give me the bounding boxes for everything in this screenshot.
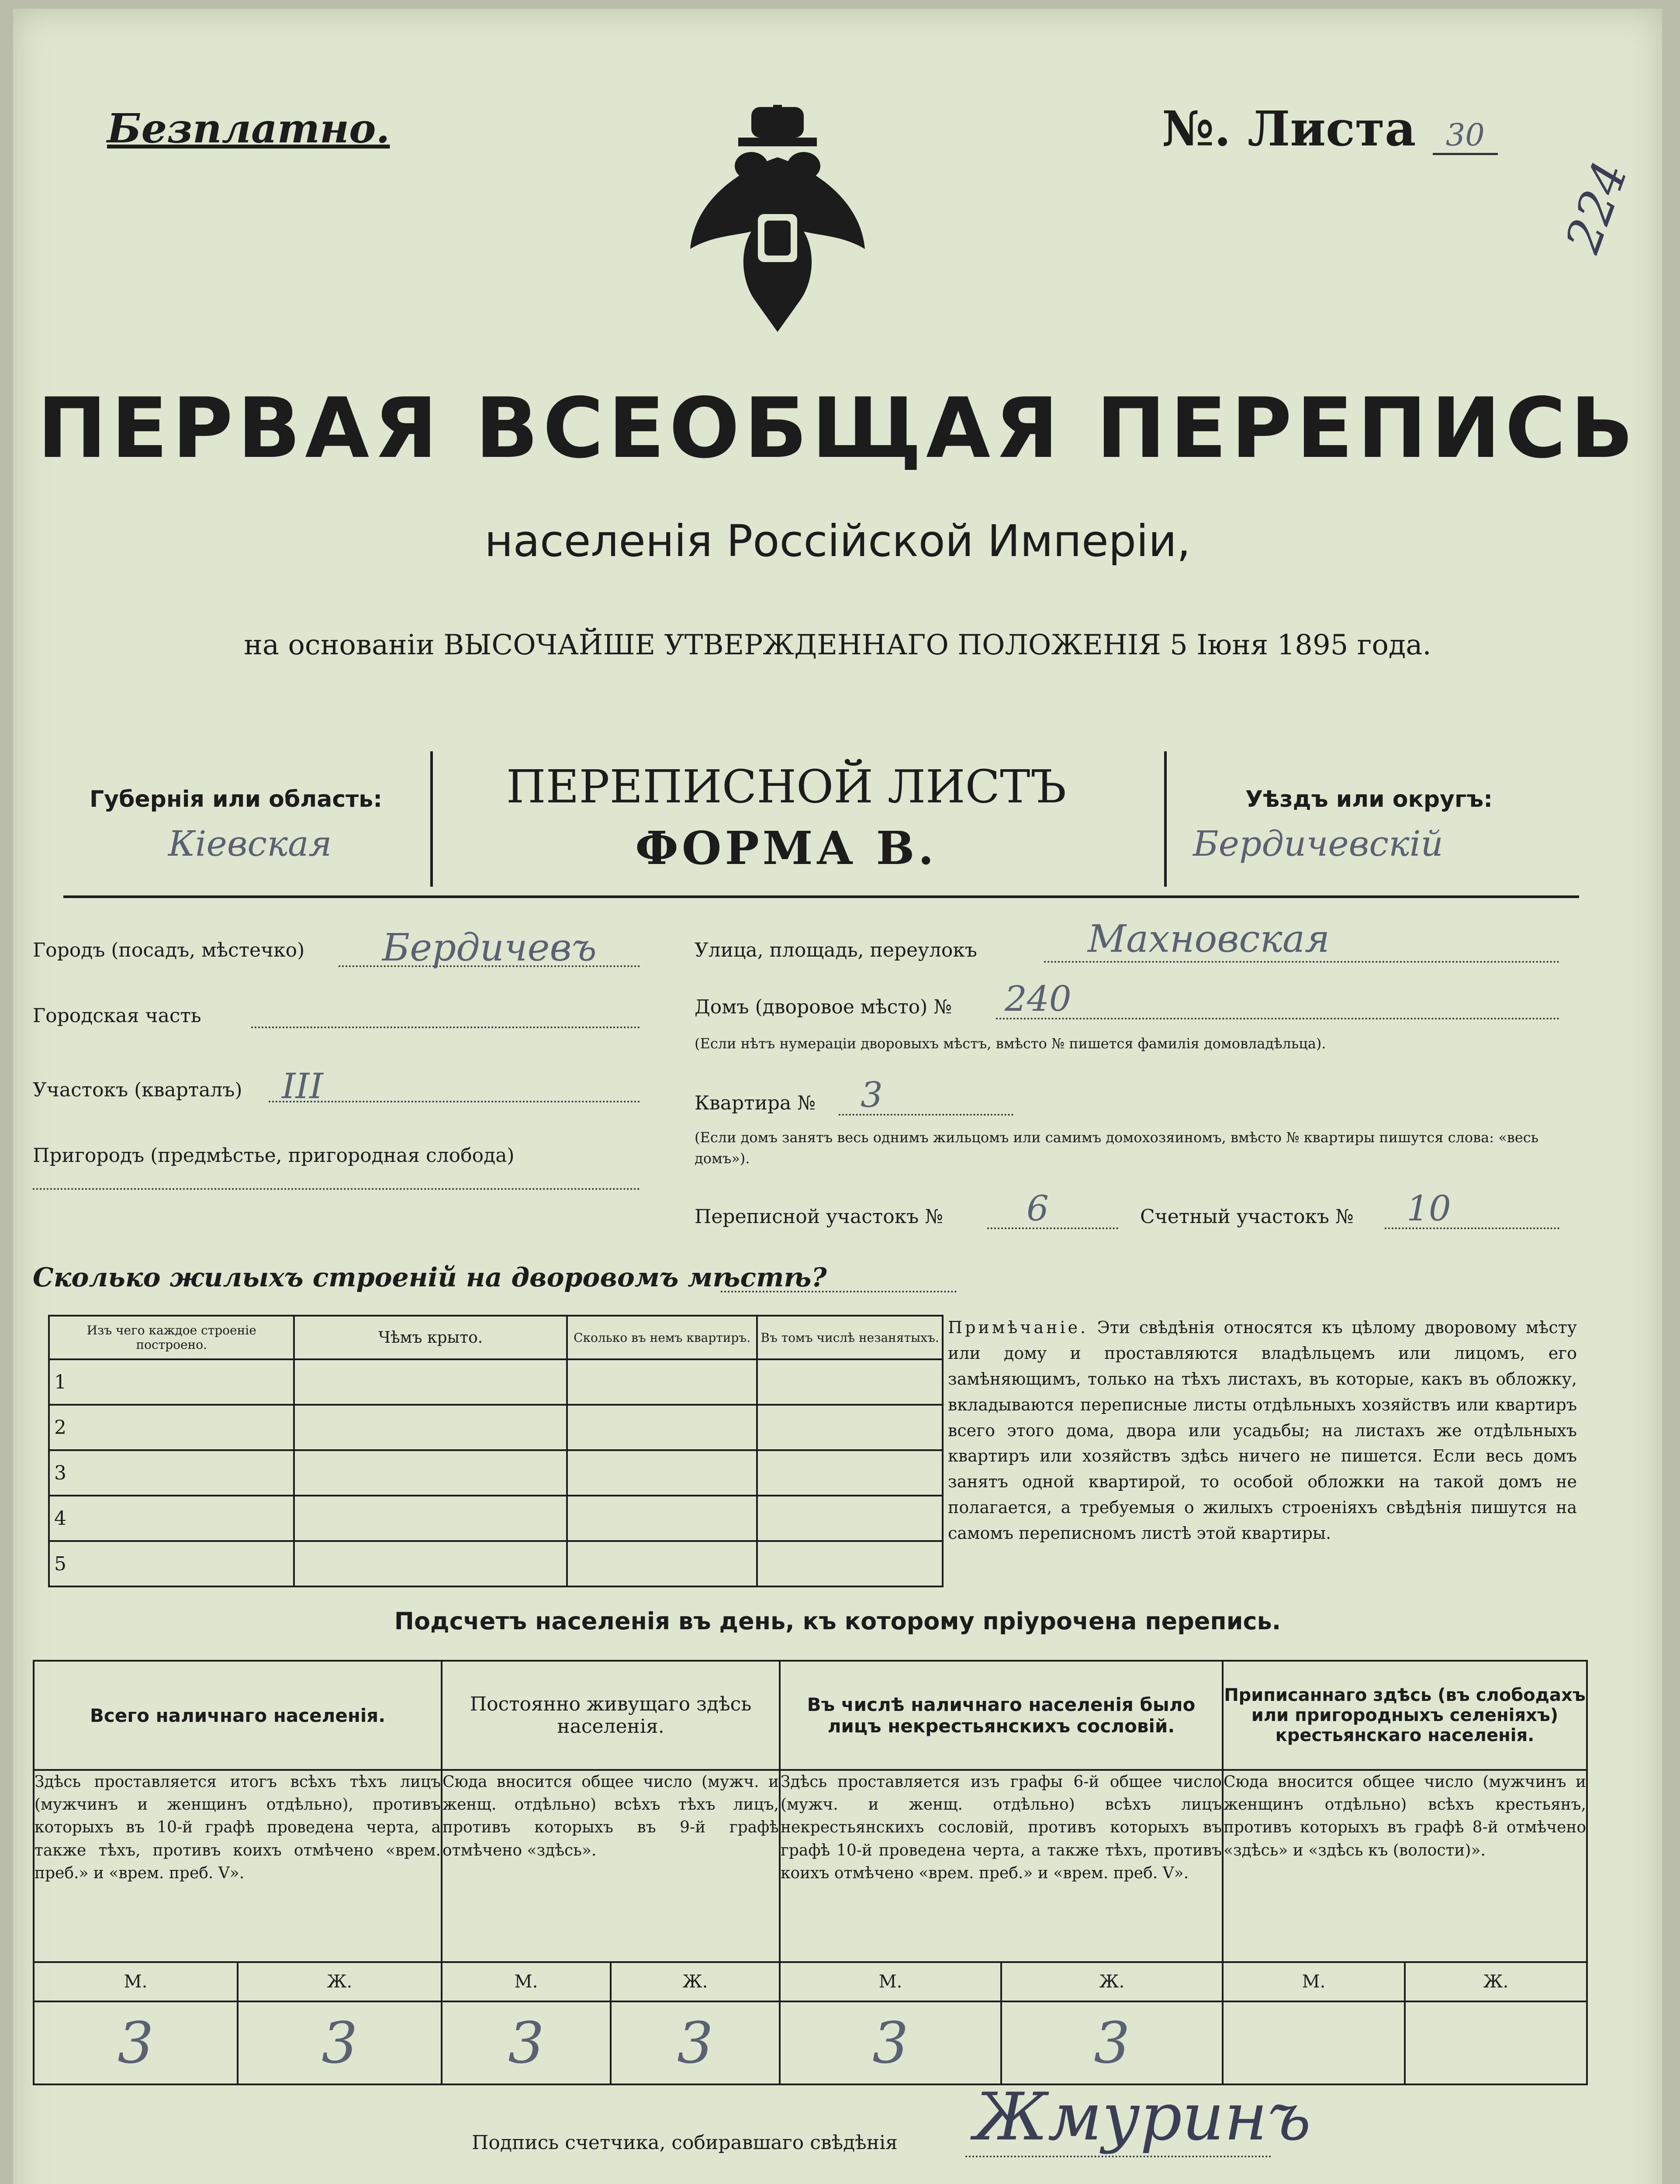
m-label: М. <box>34 1962 238 2001</box>
gubernia-label: Губернія или область: <box>90 786 382 812</box>
signature-label: Подпись счетчика, собиравшаго свѣдѣнія <box>472 2132 898 2154</box>
apartment-value: 3 <box>861 1075 883 1115</box>
house-row <box>695 978 1568 1022</box>
buildings-question: Сколько жилыхъ строеній на дворовомъ мѣстѣ? <box>33 1262 827 1293</box>
precinct-row <box>33 1066 644 1109</box>
total-female: 3 <box>238 2001 442 2084</box>
sheet-title: ПЕРЕПИСНОЙ ЛИСТЪ <box>506 760 1067 813</box>
city-value: Бердичевъ <box>382 926 597 970</box>
house-value: 240 <box>1005 978 1072 1019</box>
note-heading: Примѣчаніе. <box>948 1318 1089 1337</box>
main-title: ПЕРВАЯ ВСЕОБЩАЯ ПЕРЕПИСЬ <box>37 380 1638 477</box>
buildings-table <box>48 1315 944 1587</box>
free-label: Безплатно. <box>107 105 390 152</box>
sheet-number <box>1162 100 1498 157</box>
col-nonpeasant-head: Въ числѣ наличнаго населенія было лицъ некрестьянскихъ сословій. <box>780 1661 1223 1770</box>
nonpeasant-female: 3 <box>1001 2001 1223 2084</box>
corner-mark: 224 <box>1554 154 1639 260</box>
census-sheet <box>13 9 1662 2184</box>
col-total-desc: Здѣсь проставляется итогъ всѣхъ тѣхъ лицъ (мужчинъ и женщинъ отдѣльно), противъ которыхъ въ 10-й графѣ проведена черта, а также тѣхъ, противъ коихъ отмѣчено «врем. преб.» и «врем. преб. V». <box>34 1770 442 1962</box>
col-material: Изъ чего каждое строеніе построено. <box>49 1316 294 1359</box>
note-text: Эти свѣдѣнія относятся къ цѣлому дворовому мѣсту или дому и проставляются владѣльцемъ или лицомъ, его замѣняющимъ, только на тѣхъ листахъ, въ которые, какъ въ обложку, вкладываются переписные листы отдѣльныхъ хозяйствъ или квартиръ всего этого дома, двора или усадьбы; на листахъ же отдѣльныхъ квартиръ или хозяйствъ здѣсь ничего не пишется. Если весь домъ занятъ одной квартирой, то особой обложки на такой домъ не полагается, а требуемыя о жилыхъ строеніяхъ свѣдѣнія пишутся на самомъ переписномъ листѣ этой квартиры. <box>948 1318 1577 1543</box>
signature-value: Жмуринъ <box>974 2079 1311 2155</box>
table-row: 2 <box>49 1405 294 1450</box>
house-note: (Если нѣтъ нумераціи дворовыхъ мѣстъ, вмѣсто № пишется фамилія домовладѣльца). <box>695 1035 1326 1052</box>
census-district-value: 6 <box>1027 1188 1049 1229</box>
suburb-label: Пригородъ (предмѣстье, пригородная слобода) <box>33 1144 515 1167</box>
form-name: ФОРМА В. <box>635 821 937 875</box>
permanent-female: 3 <box>611 2001 780 2084</box>
street-label: Улица, площадь, переулокъ <box>695 939 977 961</box>
header-rule <box>63 895 1579 898</box>
total-male: 3 <box>34 2001 238 2084</box>
col-peasant-desc: Сюда вносится общее число (мужчинъ и женщинъ отдѣльно) всѣхъ крестьянъ, противъ которыхъ въ графѣ 8-й отмѣчено «здѣсь» и «здѣсь къ (волости)». <box>1223 1770 1587 1962</box>
part-label: Городская часть <box>33 1005 201 1027</box>
col-apartments: Сколько въ немъ квартиръ. <box>567 1316 757 1359</box>
precinct-value: III <box>282 1066 323 1106</box>
col-permanent-desc: Сюда вносится общее число (мужч. и женщ. отдѣльно) всѣхъ тѣхъ лицъ, противъ которыхъ въ 9-й графѣ отмѣчено «здѣсь». <box>442 1770 780 1962</box>
f-label: Ж. <box>611 1962 780 2001</box>
col-vacant: Въ томъ числѣ незанятыхъ. <box>757 1316 943 1359</box>
uezd-value: Бердичевскій <box>1193 823 1443 864</box>
f-label: Ж. <box>1001 1962 1223 2001</box>
peasant-male <box>1223 2001 1405 2084</box>
m-label: М. <box>1223 1962 1405 2001</box>
table-row: 3 <box>49 1450 294 1496</box>
counting-district-label: Счетный участокъ № <box>1140 1206 1354 1228</box>
permanent-male: 3 <box>442 2001 611 2084</box>
col-total-head: Всего наличнаго населенія. <box>34 1661 442 1770</box>
counting-district-value: 10 <box>1407 1188 1451 1229</box>
street-value: Махновская <box>1088 917 1330 961</box>
gubernia-box <box>63 751 433 887</box>
population-table <box>33 1660 1588 2085</box>
col-permanent-head: Постоянно живущаго здѣсь населенія. <box>442 1661 780 1770</box>
table-row: 1 <box>49 1359 294 1405</box>
m-label: М. <box>780 1962 1001 2001</box>
census-district-label: Переписной участокъ № <box>695 1206 943 1228</box>
part-row <box>33 996 644 1035</box>
gubernia-value: Кіевская <box>168 823 332 864</box>
f-label: Ж. <box>1405 1962 1587 2001</box>
apartment-note: (Если домъ занятъ весь однимъ жильцомъ или самимъ домохозяиномъ, вмѣсто № квартиры пишутся слова: «весь домъ»). <box>695 1129 1539 1167</box>
buildings-note <box>948 1315 1577 1546</box>
population-title: Подсчетъ населенія въ день, къ которому пріурочена перепись. <box>394 1607 1281 1635</box>
uezd-label: Уѣздъ или округъ: <box>1245 786 1493 812</box>
col-nonpeasant-desc: Здѣсь проставляется изъ графы 6-й общее число (мужч. и женщ. отдѣльно) всѣхъ лицъ некрестьянскихъ сословій, противъ которыхъ въ графѣ 10-й проведена черта, а также тѣхъ, противъ коихъ отмѣчено «врем. преб.» и «врем. преб. V». <box>780 1770 1223 1962</box>
sheet-number-value: 30 <box>1433 117 1498 155</box>
street-row <box>695 917 1568 965</box>
f-label: Ж. <box>238 1962 442 2001</box>
nonpeasant-male: 3 <box>780 2001 1001 2084</box>
district-row <box>695 1188 1568 1232</box>
peasant-female <box>1405 2001 1587 2084</box>
house-label: Домъ (дворовое мѣсто) № <box>695 996 952 1018</box>
table-row: 4 <box>49 1496 294 1541</box>
uezd-box <box>1164 751 1582 887</box>
sub-title: населенія Россійской Имперіи, <box>484 515 1191 567</box>
col-roof: Чѣмъ крыто. <box>294 1316 567 1359</box>
sheet-number-label: №. Листа <box>1162 100 1416 157</box>
precinct-label: Участокъ (кварталъ) <box>33 1079 242 1101</box>
m-label: М. <box>442 1962 611 2001</box>
apartment-row <box>695 1075 1568 1118</box>
basis-line: на основаніи ВЫСОЧАЙШЕ УТВЕРЖДЕННАГО ПОЛОЖЕНІЯ 5 Іюня 1895 года. <box>244 629 1431 661</box>
col-peasant-head: Приписаннаго здѣсь (въ слободахъ или пригородныхъ селеніяхъ) крестьянскаго населенія. <box>1223 1661 1587 1770</box>
apartment-label: Квартира № <box>695 1092 816 1114</box>
double-headed-eagle-icon <box>686 105 869 341</box>
city-label: Городъ (посадъ, мѣстечко) <box>33 939 305 961</box>
suburb-row <box>33 1140 644 1192</box>
table-row: 5 <box>49 1541 294 1586</box>
city-row <box>33 926 644 974</box>
